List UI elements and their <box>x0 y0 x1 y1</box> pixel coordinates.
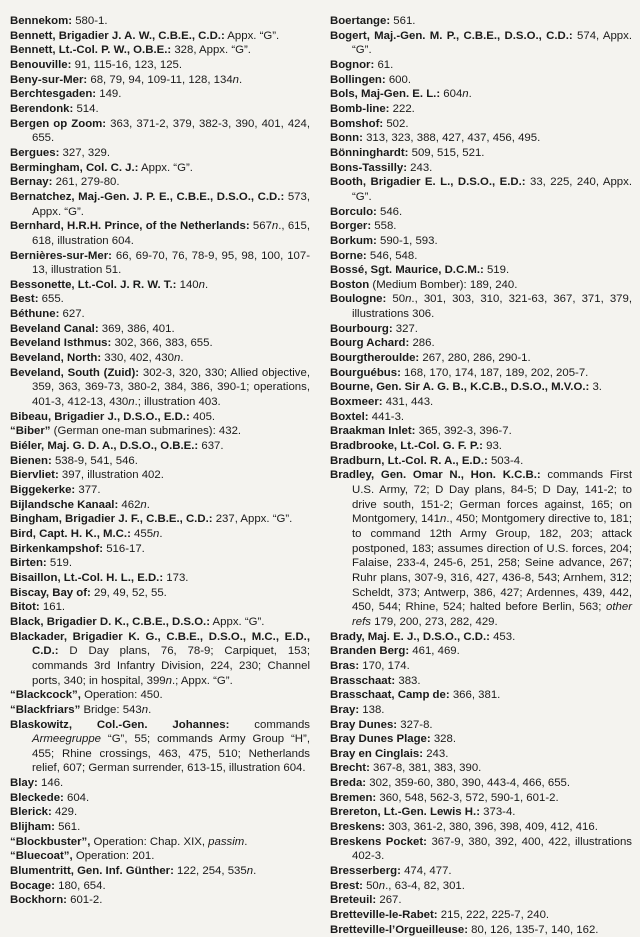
index-entry: Biéler, Maj. G. D. A., D.S.O., O.B.E.: 637. <box>10 440 224 453</box>
index-entry: Bomb-line: 222. <box>330 102 415 115</box>
index-entry: Bourbourg: 327. <box>330 322 418 335</box>
index-entry: Blumentritt, Gen. Inf. Günther: 122, 254, 535n. <box>10 865 257 878</box>
index-entry: Branden Berg: 461, 469. <box>330 645 460 658</box>
index-entry: Bray en Cinglais: 243. <box>330 747 449 760</box>
index-entry: Béthune: 627. <box>10 308 85 321</box>
index-entry: Bretteville-le-Rabet: 215, 222, 225-7, 240. <box>330 909 550 922</box>
index-entry: Bray: 138. <box>330 703 385 716</box>
index-entry: Bourne, Gen. Sir A. G. B., K.C.B., D.S.O., M.V.O.: 3. <box>330 381 602 394</box>
index-entry: Biscay, Bay of: 29, 49, 52, 55. <box>10 586 167 599</box>
index-entry: Brasschaat: 383. <box>330 674 421 687</box>
index-entry: Bernières-sur-Mer: 66, 69-70, 76, 78-9, 95, 98, 100, 107-13, illustration 51. <box>10 249 310 277</box>
index-entry: Birkenkampshof: 516-17. <box>10 542 145 555</box>
index-column-right <box>330 14 632 937</box>
index-entry: Blaskowitz, Col.-Gen. Johannes: commands Armeegruppe “G”, 55; commands Army Group “H”, 455; Rhine crossings, 463, 475, 510; Netherlands relief, 607; German surrender, 613-15, illustration 604. <box>10 718 311 775</box>
index-entry: Bernatchez, Maj.-Gen. J. P. E., C.B.E., D.S.O., C.D.: 573, Appx. “G”. <box>10 190 311 218</box>
index-entry: Blerick: 429. <box>10 806 78 819</box>
index-entry: Birten: 519. <box>10 557 73 570</box>
index-entry: Bocage: 180, 654. <box>10 879 106 892</box>
index-entry: Bremen: 360, 548, 562-3, 572, 590-1, 601-2. <box>330 791 559 804</box>
index-entry: Bretteville-l’Orgueilleuse: 80, 126, 135-7, 140, 162. <box>330 923 599 936</box>
index-entry: Bossé, Sgt. Maurice, D.C.M.: 519. <box>330 264 510 277</box>
index-entry: Borkum: 590-1, 593. <box>330 234 438 247</box>
index-entry: Bourg Achard: 286. <box>330 337 435 350</box>
index-entry: Bibeau, Brigadier J., D.S.O., E.D.: 405. <box>10 410 216 423</box>
index-entry: Bernhard, H.R.H. Prince, of the Netherlands: 567n., 615, 618, illustration 604. <box>10 220 310 247</box>
index-entry: Bomshof: 502. <box>330 117 409 130</box>
index-entry: Brereton, Lt.-Gen. Lewis H.: 373-4. <box>330 806 516 819</box>
index-entry: Bradley, Gen. Omar N., Hon. K.C.B.: commands First U.S. Army, 72; D Day plans, 84-5; D Day, 141-2; to drive south, 151-2; German forces against, 165; on Montgomery, 141n., 450; Montgomery directive to, 181; to command 12th Army Group, 182, 203; attack postponed, 183; assumes direction of U.S. forces, 204; Falaise, 233-4, 245-6, 251, 258; Seine advance, 267; Ruhr plans, 307-9, 316, 427, 436-8, 543; Arnhem, 312; Scheldt, 373; Antwerp, 386, 427; Ardennes, 439, 442, 450, 544; Rhine, 524; halted before Berlin, 563; other refs 179, 200, 273, 282, 429. <box>330 469 632 628</box>
index-entry: Berendonk: 514. <box>10 102 99 115</box>
index-entry: Bönninghardt: 509, 515, 521. <box>330 146 485 159</box>
index-entry: Bitot: 161. <box>10 601 66 614</box>
index-entry: Bergues: 327, 329. <box>10 146 111 159</box>
index-entry: Bienen: 538-9, 541, 546. <box>10 454 138 467</box>
index-entry: Bennett, Lt.-Col. P. W., O.B.E.: 328, Appx. “G”. <box>10 44 251 57</box>
index-entry: Breskens: 303, 361-2, 380, 396, 398, 409, 412, 416. <box>330 821 598 834</box>
index-entry: Beveland Isthmus: 302, 366, 383, 655. <box>10 337 213 350</box>
index-entry: Boertange: 561. <box>330 15 416 27</box>
index-entry: Boxtel: 441-3. <box>330 410 405 423</box>
index-entry: Brest: 50n., 63-4, 82, 301. <box>330 879 465 892</box>
index-entry: “Blackfriars” Bridge: 543n. <box>10 703 152 716</box>
index-entry: Beveland, South (Zuid): 302-3, 320, 330; Allied objective, 359, 363, 369-73, 380-2, 384, 386, 390-1; operations, 401-3, 412-13, 430n.; illustration 403. <box>10 366 311 409</box>
index-entry: Bleckede: 604. <box>10 791 90 804</box>
index-entry: Beny-sur-Mer: 68, 79, 94, 109-11, 128, 134n. <box>10 73 243 86</box>
index-entry: Boston (Medium Bomber): 189, 240. <box>330 278 518 291</box>
index-entry: Bernay: 261, 279-80. <box>10 176 120 189</box>
index-entry: Biervliet: 397, illustration 402. <box>10 469 164 482</box>
index-entry: Braakman Inlet: 365, 392-3, 396-7. <box>330 425 512 438</box>
index-entry: Borne: 546, 548. <box>330 249 418 262</box>
index-entry: Bras: 170, 174. <box>330 659 410 672</box>
index-entry: Bognor: 61. <box>330 58 394 71</box>
index-column-left <box>10 14 310 908</box>
index-entry: Beveland Canal: 369, 386, 401. <box>10 322 175 335</box>
index-entry: Benouville: 91, 115-16, 123, 125. <box>10 58 183 71</box>
index-entry: Blay: 146. <box>10 777 64 790</box>
index-entry: Borger: 558. <box>330 220 397 233</box>
index-entry: Brecht: 367-8, 381, 383, 390. <box>330 762 482 775</box>
index-entry: Bradburn, Lt.-Col. R. A., E.D.: 503-4. <box>330 454 524 467</box>
index-entry: Bermingham, Col. C. J.: Appx. “G”. <box>10 161 193 174</box>
index-entry: Bergen op Zoom: 363, 371-2, 379, 382-3, 390, 401, 424, 655. <box>10 117 310 145</box>
index-entry: Bons-Tassilly: 243. <box>330 161 433 174</box>
index-entry: Bessonette, Lt.-Col. J. R. W. T.: 140n. <box>10 278 209 291</box>
index-entry: Bonn: 313, 323, 388, 427, 437, 456, 495. <box>330 132 541 145</box>
index-entry: Breskens Pocket: 367-9, 380, 392, 400, 422, illustrations 402-3. <box>330 835 632 863</box>
index-entry: Bennekom: 580-1. <box>10 15 108 27</box>
index-entry: Bijlandsche Kanaal: 462n. <box>10 498 150 511</box>
index-entry: Best: 655. <box>10 293 64 306</box>
index-entry: Bray Dunes: 327-8. <box>330 718 433 731</box>
index-entry: Boxmeer: 431, 443. <box>330 396 434 409</box>
index-entry: Boulogne: 50n., 301, 303, 310, 321-63, 367, 371, 379, illustrations 306. <box>330 293 632 321</box>
index-entry: Bresserberg: 474, 477. <box>330 865 452 878</box>
index-entry: Bogert, Maj.-Gen. M. P., C.B.E., D.S.O., C.D.: 574, Appx. “G”. <box>330 29 633 57</box>
index-entry: “Blackcock”, Operation: 450. <box>10 689 163 702</box>
index-entry: Bray Dunes Plage: 328. <box>330 733 456 746</box>
index-entry: Borculo: 546. <box>330 205 403 218</box>
index-entry: Bennett, Brigadier J. A. W., C.B.E., C.D.: Appx. “G”. <box>10 29 280 42</box>
index-entry: Beveland, North: 330, 402, 430n. <box>10 352 184 365</box>
index-entry: Bird, Capt. H. K., M.C.: 455n. <box>10 527 163 540</box>
index-entry: “Blockbuster”, Operation: Chap. XIX, passim. <box>10 835 248 848</box>
index-entry: Bradbrooke, Lt.-Col. G. F. P.: 93. <box>330 440 502 453</box>
index-entry: “Biber” (German one-man submarines): 432. <box>10 425 242 438</box>
index-entry: Blijham: 561. <box>10 821 81 834</box>
index-entry: Black, Brigadier D. K., C.B.E., D.S.O.: Appx. “G”. <box>10 615 265 628</box>
index-entry: Bisaillon, Lt.-Col. H. L., E.D.: 173. <box>10 571 189 584</box>
index-entry: Breda: 302, 359-60, 380, 390, 443-4, 466, 655. <box>330 777 571 790</box>
index-entry: Booth, Brigadier E. L., D.S.O., E.D.: 33, 225, 240, Appx. “G”. <box>330 176 632 203</box>
index-entry: Bockhorn: 601-2. <box>10 894 103 907</box>
index-entry: Brasschaat, Camp de: 366, 381. <box>330 689 501 702</box>
index-entry: Bols, Maj-Gen. E. L.: 604n. <box>330 88 472 101</box>
index-entry: Blackader, Brigadier K. G., C.B.E., D.S.O., M.C., E.D., C.D.: D Day plans, 76, 78-9; Carpiquet, 153; commands 3rd Infantry Division, 224, 230; Channel ports, 340; in hospital, 399n.; Appx. “G”. <box>10 630 310 687</box>
index-entry: Bingham, Brigadier J. F., C.B.E., C.D.: 237, Appx. “G”. <box>10 513 293 526</box>
index-entry: “Bluecoat”, Operation: 201. <box>10 850 155 863</box>
index-entry: Berchtesgaden: 149. <box>10 88 122 101</box>
index-entry: Bourguébus: 168, 170, 174, 187, 189, 202, 205-7. <box>330 366 589 379</box>
index-entry: Bourgtheroulde: 267, 280, 286, 290-1. <box>330 352 531 365</box>
index-entry: Breteuil: 267. <box>330 894 402 907</box>
index-entry: Biggekerke: 377. <box>10 484 101 496</box>
index-entry: Bollingen: 600. <box>330 73 412 86</box>
index-entry: Brady, Maj. E. J., D.S.O., C.D.: 453. <box>330 630 516 643</box>
